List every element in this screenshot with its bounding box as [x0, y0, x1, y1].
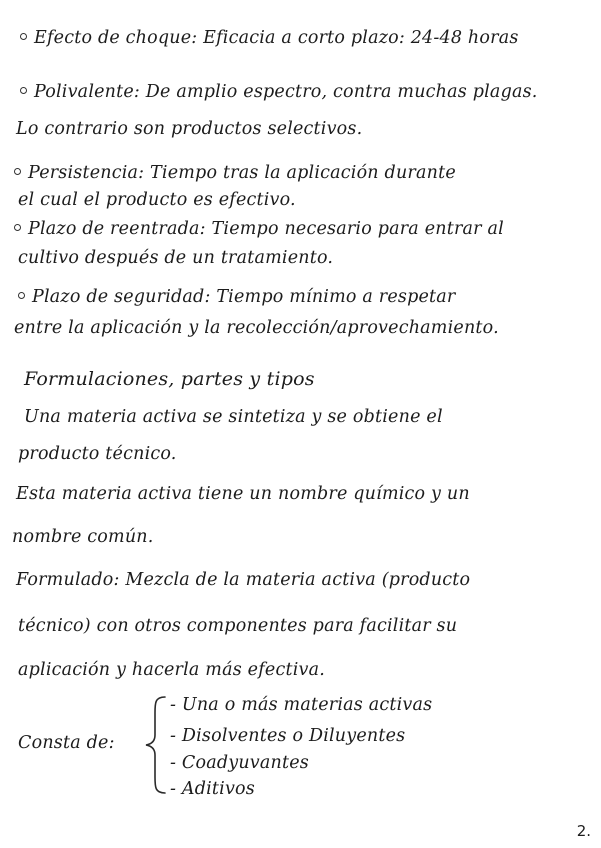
bullet-marker	[20, 87, 27, 94]
note-text: aplicación y hacerla más efectiva.	[18, 660, 325, 680]
note-line-nombre-quimico	[16, 484, 470, 504]
note-line-persistencia-cont	[18, 190, 296, 210]
note-line-formulado	[16, 570, 470, 590]
note-text: Formulado: Mezcla de la materia activa (producto	[16, 570, 471, 590]
note-text: nombre común.	[12, 527, 154, 547]
note-line-polivalente	[20, 82, 538, 102]
bullet-marker	[14, 224, 21, 231]
curly-brace-icon	[143, 695, 169, 795]
note-line-plazo-reentrada	[14, 219, 504, 239]
note-line-plazo-reentrada-cont	[18, 248, 333, 268]
note-text: Plazo de seguridad: Tiempo mínimo a respetar	[32, 287, 456, 307]
note-line-selectivos	[16, 119, 362, 139]
note-line-efecto-choque	[20, 28, 519, 48]
note-line-persistencia	[14, 163, 456, 183]
note-line-nombre-comun	[12, 527, 154, 547]
note-line-producto-tecnico	[18, 444, 177, 464]
note-text: cultivo después de un tratamiento.	[18, 248, 334, 268]
note-text: Polivalente: De amplio espectro, contra muchas plagas.	[34, 82, 538, 102]
bullet-marker	[20, 33, 27, 40]
list-item-disolventes	[170, 726, 405, 746]
note-text: - Coadyuvantes	[170, 753, 309, 773]
note-line-plazo-seguridad-cont	[14, 318, 499, 338]
note-text: Plazo de reentrada: Tiempo necesario para entrar al	[28, 219, 504, 239]
note-text: - Una o más materias activas	[170, 695, 433, 715]
note-text: Persistencia: Tiempo tras la aplicación durante	[28, 163, 456, 183]
note-text: el cual el producto es efectivo.	[18, 190, 296, 210]
bullet-marker	[18, 292, 25, 299]
note-text: Esta materia activa tiene un nombre químico y un	[16, 484, 470, 504]
note-text: - Aditivos	[170, 779, 255, 799]
note-line-plazo-seguridad	[18, 287, 455, 307]
section-heading-formulaciones	[24, 368, 315, 390]
note-line-consta-de	[18, 733, 115, 753]
note-text: técnico) con otros componentes para facilitar su	[18, 616, 458, 636]
list-item-materias-activas	[170, 695, 432, 715]
page-number: 2.	[576, 822, 591, 840]
note-text: Lo contrario son productos selectivos.	[16, 119, 363, 139]
note-text: producto técnico.	[18, 444, 177, 464]
note-line-materia-activa	[24, 407, 443, 427]
bullet-marker	[14, 168, 21, 175]
note-text: Consta de:	[18, 733, 115, 753]
list-item-coadyuvantes	[170, 753, 309, 773]
note-text: - Disolventes o Diluyentes	[170, 726, 406, 746]
list-item-aditivos	[170, 779, 255, 799]
note-text: Una materia activa se sintetiza y se obtiene el	[24, 407, 443, 427]
note-line-formulado-cont	[18, 616, 457, 636]
note-text: Efecto de choque: Eficacia a corto plazo: 24-48 horas	[34, 28, 519, 48]
note-line-formulado-cont2	[18, 660, 325, 680]
note-text: Formulaciones, partes y tipos	[24, 368, 315, 390]
note-text: entre la aplicación y la recolección/aprovechamiento.	[14, 318, 499, 338]
